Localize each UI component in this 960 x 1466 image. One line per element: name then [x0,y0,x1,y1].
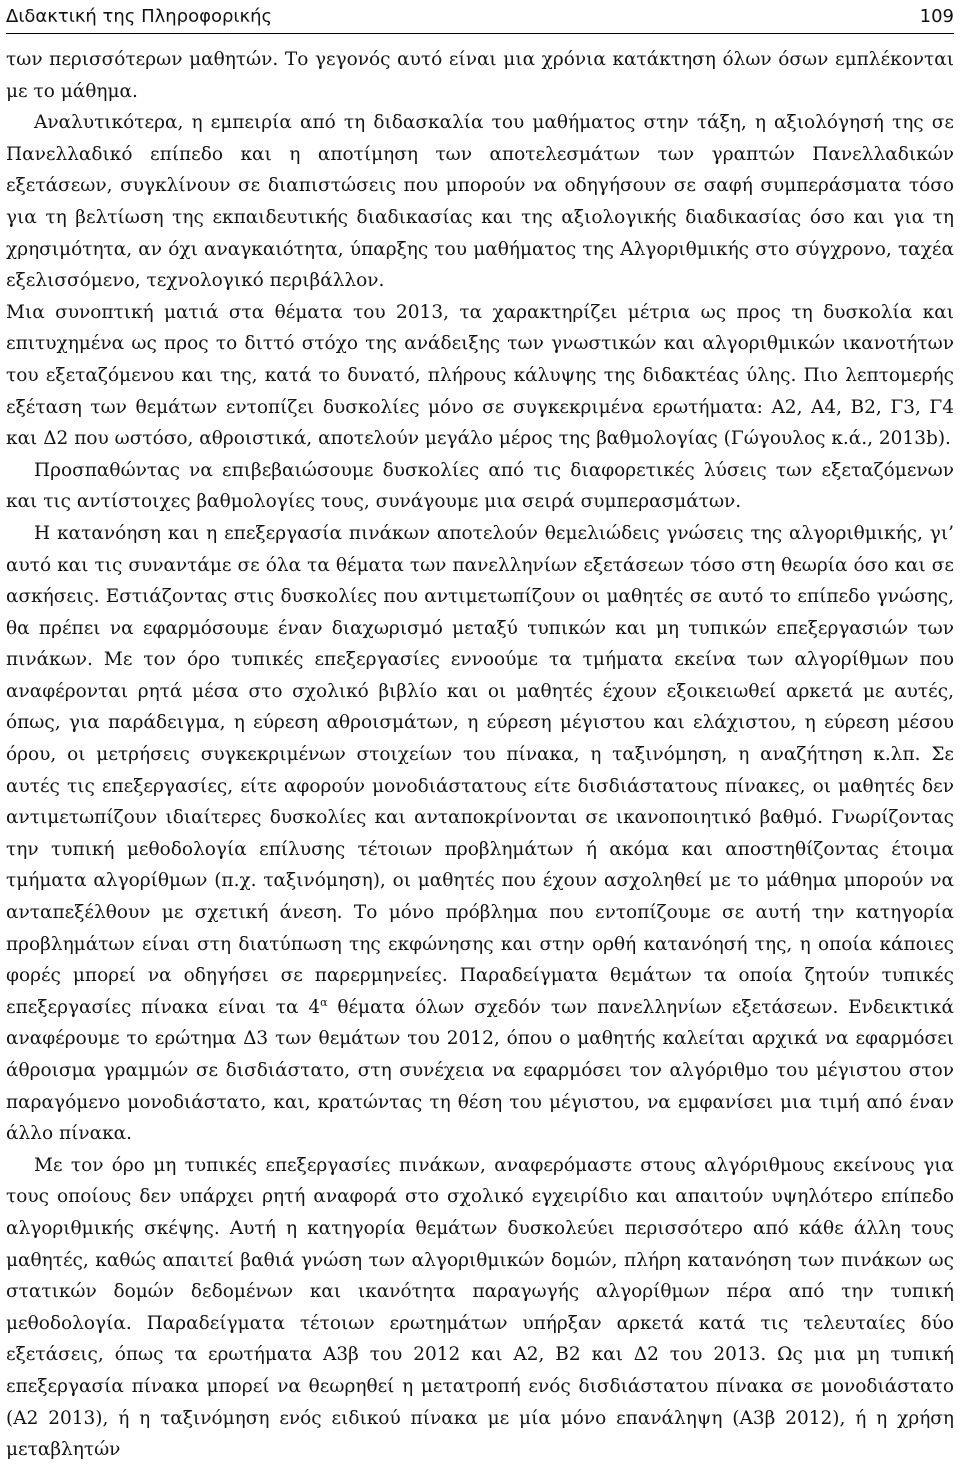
running-title: Διδακτική της Πληροφορικής [6,5,273,27]
paragraph-3: Μια συνοπτική ματιά στα θέματα του 2013, τα χαρακτηρίζει μέτρια ως προς τη δυσκολία και επιτυχημένα ως προς το διττό στόχο της ανάδειξης των γνωστικών και αλγοριθμικών ικανοτήτων του εξεταζόμενου και της, κατά το δυνατό, πλήρους κάλυψης της διδακτέας ύλης. Πιο λεπτομερής εξέταση των θεμάτων εντοπίζει δυσκολίες μόνο σε συγκεκριμένα ερωτήματα: Α2, Α4, Β2, Γ3, Γ4 και Δ2 που ωστόσο, αθροιστικά, αποτελούν μεγάλο μέρος της βαθμολογίας (Γώγουλος κ.ά., 2013b). [6,301,954,450]
paragraph-2: Αναλυτικότερα, η εμπειρία από τη διδασκαλία του μαθήματος στην τάξη, η αξιολόγησή της σε Πανελλαδικό επίπεδο και η αποτίμηση των αποτελεσμάτων των γραπτών Πανελλαδικών εξετάσεων, συγκλίνουν σε διαπιστώσεις που μπορούν να οδηγήσουν σε σαφή συμπεράσματα τόσο για τη βελτίωση της εκπαιδευτικής διαδικασίας και της αξιολογικής διαδικασίας όσο και για τη χρησιμότητα, αν όχι αναγκαιότητα, ύπαρξης του μαθήματος της Αλγοριθμικής στο σύγχρονο, ταχέα εξελισσόμενο, τεχνολογικό περιβάλλον. [6,112,954,292]
header-divider [6,33,954,34]
page-header [6,0,954,32]
paragraph-1: των περισσότερων μαθητών. Το γεγονός αυτό είναι μια χρόνια κατάκτηση όλων όσων εμπλέκονται με το μάθημα. [6,49,954,102]
paragraph-5 [6,518,954,1150]
paragraph-4: Προσπαθώντας να επιβεβαιώσουμε δυσκολίες από τις διαφορετικές λύσεις των εξεταζόμενων και τις αντίστοιχες βαθμολογίες τους, συνάγουμε μια σειρά συμπερασμάτων. [6,459,954,513]
paragraph-6: Με τον όρο μη τυπικές επεξεργασίες πινάκων, αναφερόμαστε στους αλγόριθμους εκείνους για τους οποίους δεν υπάρχει ρητή αναφορά στο σχολικό εγχειρίδιο και απαιτούν υψηλότερο επίπεδο αλγοριθμικής σκέψης. Αυτή η κατηγορία θεμάτων δυσκολεύει περισσότερο από κάθε άλλη τους μαθητές, καθώς απαιτεί βαθιά γνώση των αλγοριθμικών δομών, πλήρη κατανόηση των πινάκων ως στατικών δομών δεδομένων και ικανότητα παραγωγής αλγορίθμων πέρα από την τυπική μεθοδολογία. Παραδείγματα τέτοιων ερωτημάτων υπήρξαν αρκετά κατά τις τελευταίες δύο εξετάσεις, όπως τα ερωτήματα Α3β του 2012 και Α2, Β2 και Δ2 του 2013. Ως μια μη τυπική επεξεργασία πίνακα μπορεί να θεωρηθεί η μετατροπή ενός δισδιάστατου πίνακα σε μονοδιάστατο (Α2 2013), ή η ταξινόμηση ενός ειδικού πίνακα με μία μόνο επανάληψη (Α3β 2012), ή η χρήση μεταβλητών [6,1154,954,1461]
page-number: 109 [919,5,954,27]
paragraph-5-text-after: θέματα όλων σχεδόν των πανελληνίων εξετάσεων. Ενδεικτικά αναφέρουμε το ερώτημα Δ3 των θεμάτων του 2012, όπου ο μαθητής καλείται αρχικά να εφαρμόσει άθροισμα γραμμών σε δισδιάστατο, στη συνέχεια να εφαρμόσει τον αλγόριθμο του μέγιστου στον παραγόμενο μονοδιάστατο, και, κρατώντας τη θέση του μέγιστου, να εμφανίσει μια τιμή από έναν άλλο πίνακα. [6,996,954,1145]
paragraph-5-text: Η κατανόηση και η επεξεργασία πινάκων αποτελούν θεμελιώδεις γνώσεις της αλγοριθμικής, γι’ αυτό και τις συναντάμε σε όλα τα θέματα των πανελληνίων εξετάσεων τόσο στη θεωρία όσο και σε ασκήσεις. Εστιάζοντας στις δυσκολίες που αντιμετωπίζουν οι μαθητές σε αυτό το επίπεδο γνώσης, θα πρέπει να εφαρμόσουμε έναν διαχωρισμό μεταξύ τυπικών και μη τυπικών επεξεργασιών των πινάκων. Με τον όρο τυπικές επεξεργασίες εννοούμε τα τμήματα εκείνα των αλγορίθμων που αναφέρονται ρητά μέσα στο σχολικό βιβλίο και οι μαθητές έχουν εξοικειωθεί αρκετά με αυτές, όπως, για παράδειγμα, η εύρεση αθροισμάτων, η εύρεση μέγιστου και ελάχιστου, η εύρεση μέσου όρου, οι μετρήσεις συγκεκριμένων στοιχείων του πίνακα, η ταξινόμηση, η αναζήτηση κ.λπ. Σε αυτές τις επεξεργασίες, είτε αφορούν μονοδιάστατους είτε δισδιάστατους πίνακες, οι μαθητές δεν αντιμετωπίζουν ιδιαίτερες δυσκολίες και ανταποκρίνονται σε ικανοποιητικό βαθμό. Γνωρίζοντας την τυπική μεθοδολογία επίλυσης τέτοιων προβλημάτων ή ακόμα και αποστηθίζοντας έτοιμα τμήματα αλγορίθμων (π.χ. ταξινόμηση), οι μαθητές που έχουν ασχοληθεί με το μάθημα μπορούν να ανταπεξέλθουν με σχετική άνεση. Το μόνο πρόβλημα που εντοπίζουμε σε αυτή την κατηγορία προβλημάτων είναι στη διατύπωση της εκφώνησης και στην ορθή κατανόησή της, η οποία κάποιες φορές μπορεί να οδηγήσει σε παρερμηνείες. Παραδείγματα θεμάτων τα οποία ζητούν τυπικές επεξεργασίες πίνακα είναι τα 4 [6,522,954,1018]
body-text [6,44,954,1466]
ordinal-superscript: α [320,995,328,1009]
